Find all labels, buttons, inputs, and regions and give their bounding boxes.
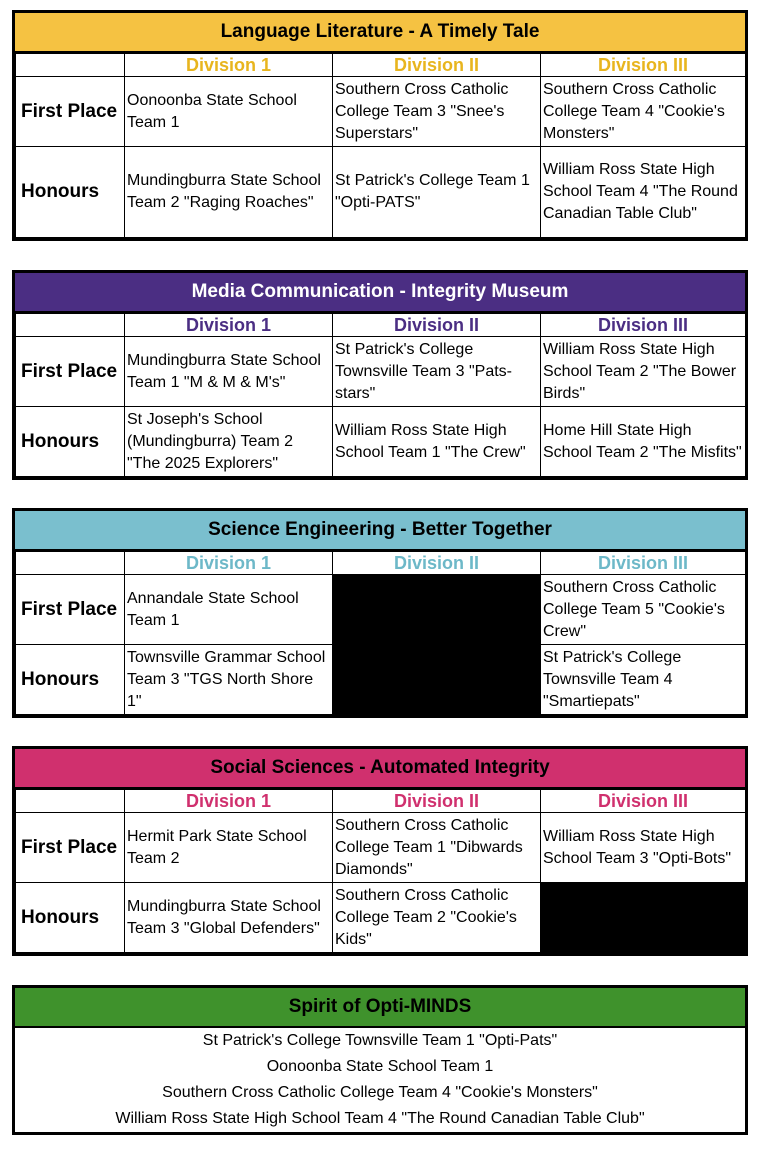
division-3-header: Division III [541, 790, 746, 813]
result-cell: St Joseph's School (Mundingburra) Team 2 "The 2025 Explorers" [125, 407, 333, 477]
result-cell: St Patrick's College Townsville Team 3 "Pats-stars" [333, 337, 541, 407]
division-2-header: Division II [333, 552, 541, 575]
result-cell: St Patrick's College Team 1 "Opti-PATS" [333, 147, 541, 238]
results-table [15, 313, 746, 477]
division-3-header: Division III [541, 552, 746, 575]
honours-row [16, 407, 746, 477]
result-cell: Hermit Park State School Team 2 [125, 813, 333, 883]
division-header-row [16, 314, 746, 337]
result-cell: Oonoonba State School Team 1 [125, 77, 333, 147]
spirit-winner: Southern Cross Catholic College Team 4 "Cookie's Monsters" [162, 1084, 598, 1101]
first-place-label: First Place [16, 337, 125, 407]
corner-cell [16, 552, 125, 575]
result-cell: William Ross State High School Team 3 "Opti-Bots" [541, 813, 746, 883]
first-place-label: First Place [16, 813, 125, 883]
blank-cell [333, 575, 541, 645]
honours-label: Honours [16, 883, 125, 953]
first-place-row [16, 813, 746, 883]
results-table [15, 789, 746, 953]
division-1-header: Division 1 [125, 54, 333, 77]
honours-label: Honours [16, 147, 125, 238]
division-header-row [16, 790, 746, 813]
first-place-row [16, 337, 746, 407]
result-cell: Southern Cross Catholic College Team 2 "Cookie's Kids" [333, 883, 541, 953]
result-cell: Southern Cross Catholic College Team 1 "Dibwards Diamonds" [333, 813, 541, 883]
first-place-row [16, 77, 746, 147]
result-cell: Home Hill State High School Team 2 "The Misfits" [541, 407, 746, 477]
section-title: Language Literature - A Timely Tale [15, 13, 745, 53]
result-cell: Townsville Grammar School Team 3 "TGS North Shore 1" [125, 645, 333, 715]
corner-cell [16, 54, 125, 77]
division-header-row [16, 552, 746, 575]
corner-cell [16, 314, 125, 337]
section-title: Science Engineering - Better Together [15, 511, 745, 551]
honours-row [16, 645, 746, 715]
honours-label: Honours [16, 645, 125, 715]
division-1-header: Division 1 [125, 314, 333, 337]
corner-cell [16, 790, 125, 813]
media-communication-section [12, 270, 748, 480]
honours-label: Honours [16, 407, 125, 477]
division-1-header: Division 1 [125, 790, 333, 813]
spirit-winner: William Ross State High School Team 4 "The Round Canadian Table Club" [115, 1110, 645, 1127]
division-3-header: Division III [541, 54, 746, 77]
result-cell: St Patrick's College Townsville Team 4 "Smartiepats" [541, 645, 746, 715]
spirit-winner: St Patrick's College Townsville Team 1 "Opti-Pats" [202, 1032, 558, 1049]
social-sciences-section [12, 746, 748, 956]
honours-row [16, 883, 746, 953]
spirit-section [12, 985, 748, 1135]
division-2-header: Division II [333, 54, 541, 77]
result-cell: Annandale State School Team 1 [125, 575, 333, 645]
first-place-row [16, 575, 746, 645]
blank-cell [541, 883, 746, 953]
result-cell: William Ross State High School Team 2 "The Bower Birds" [541, 337, 746, 407]
result-cell: Southern Cross Catholic College Team 4 "Cookie's Monsters" [541, 77, 746, 147]
division-2-header: Division II [333, 790, 541, 813]
division-2-header: Division II [333, 314, 541, 337]
result-cell: William Ross State High School Team 1 "The Crew" [333, 407, 541, 477]
spirit-winner: Oonoonba State School Team 1 [266, 1058, 494, 1075]
result-cell: Mundingburra State School Team 1 "M & M & M's" [125, 337, 333, 407]
blank-cell [333, 645, 541, 715]
division-header-row [16, 54, 746, 77]
section-title: Social Sciences - Automated Integrity [15, 749, 745, 789]
language-literature-section [12, 10, 748, 241]
results-table [15, 53, 746, 238]
result-cell: Mundingburra State School Team 3 "Global Defenders" [125, 883, 333, 953]
honours-row [16, 147, 746, 238]
results-table [15, 551, 746, 715]
science-engineering-section [12, 508, 748, 718]
result-cell: Southern Cross Catholic College Team 3 "Snee's Superstars" [333, 77, 541, 147]
result-cell: Southern Cross Catholic College Team 5 "Cookie's Crew" [541, 575, 746, 645]
first-place-label: First Place [16, 77, 125, 147]
section-title: Spirit of Opti-MINDS [15, 988, 745, 1028]
division-1-header: Division 1 [125, 552, 333, 575]
spirit-list [15, 1028, 745, 1132]
first-place-label: First Place [16, 575, 125, 645]
division-3-header: Division III [541, 314, 746, 337]
result-cell: Mundingburra State School Team 2 "Raging Roaches" [125, 147, 333, 238]
result-cell: William Ross State High School Team 4 "The Round Canadian Table Club" [541, 147, 746, 238]
section-title: Media Communication - Integrity Museum [15, 273, 745, 313]
